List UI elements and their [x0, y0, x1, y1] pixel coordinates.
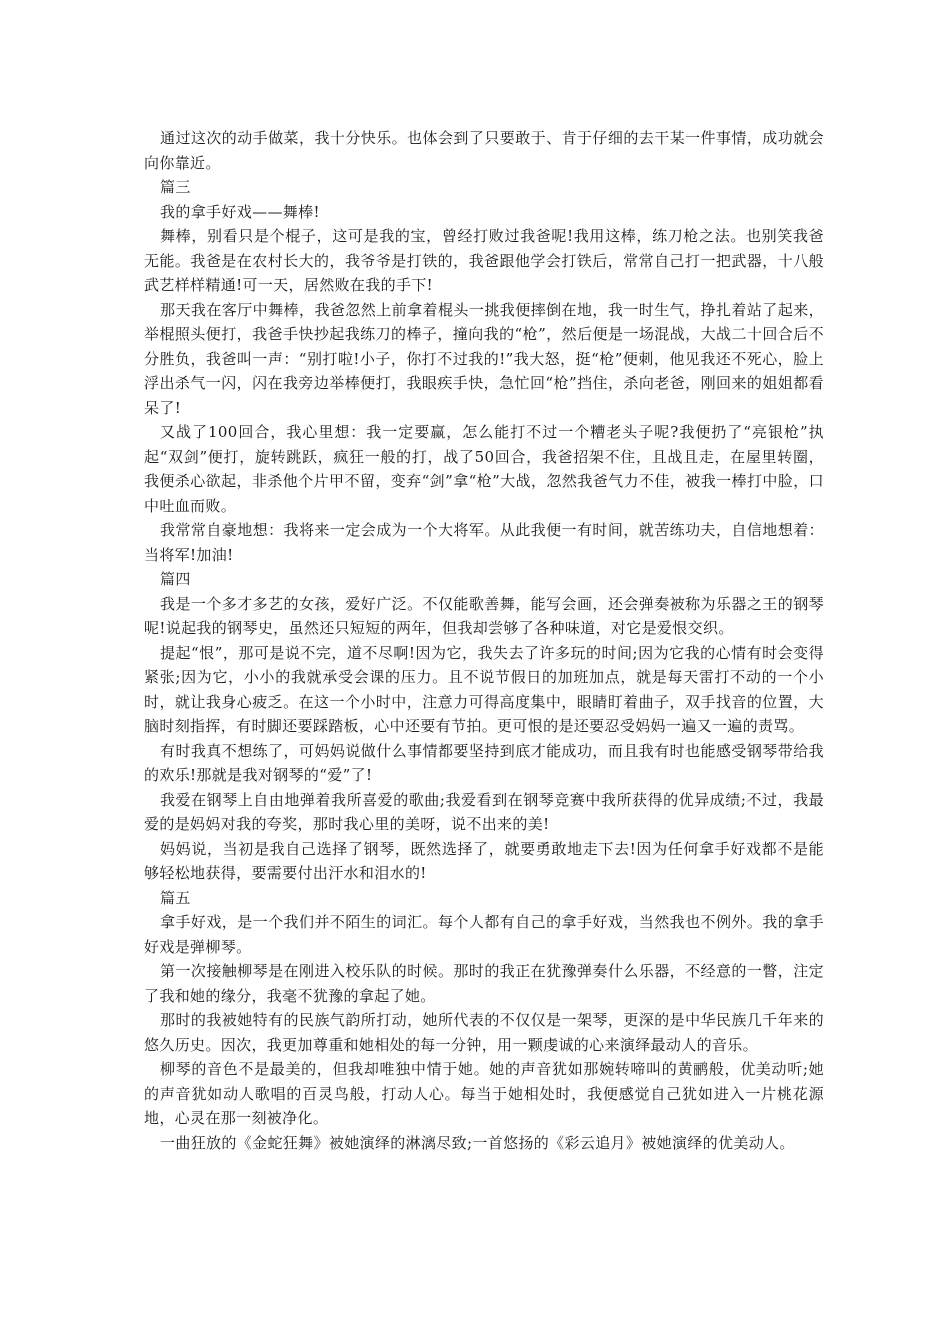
paragraph: 舞棒，别看只是个棍子，这可是我的宝，曾经打败过我爸呢!我用这棒，练刀枪之法。也别笑我爸无能。我爸是在农村长大的，我爷爷是打铁的，我爸跟他学会打铁后，常常自己打一把武器，十八般武艺样样精通!可一天，居然败在我的手下!: [144, 227, 824, 294]
paragraph: 拿手好戏，是一个我们并不陌生的词汇。每个人都有自己的拿手好戏，当然我也不例外。我的拿手好戏是弹柳琴。: [144, 913, 824, 956]
section-heading: 篇四: [160, 570, 191, 588]
paragraph: 柳琴的音色不是最美的，但我却唯独中情于她。她的声音犹如那婉转啼叫的黄鹂般，优美动听;她的声音犹如动人歌唱的百灵鸟般，打动人心。每当于她相处时，我便感觉自己犹如进入一片桃花源地，心灵在那一刻被净化。: [144, 1060, 824, 1127]
paragraph: 有时我真不想练了，可妈妈说做什么事情都要坚持到底才能成功，而且我有时也能感受钢琴带给我的欢乐!那就是我对钢琴的“爱”了!: [144, 741, 824, 784]
paragraph: 我是一个多才多艺的女孩，爱好广泛。不仅能歌善舞，能写会画，还会弹奏被称为乐器之王的钢琴呢!说起我的钢琴史，虽然还只短短的两年，但我却尝够了各种味道，对它是爱恨交织。: [144, 594, 824, 637]
paragraph: 妈妈说，当初是我自己选择了钢琴，既然选择了，就要勇敢地走下去!因为任何拿手好戏都不是能够轻松地获得，要需要付出汗水和泪水的!: [144, 839, 824, 882]
paragraph: 又战了100回合，我心里想：我一定要赢，怎么能打不过一个糟老头子呢?我便扔了“亮银枪”执起“双剑”便打，旋转跳跃，疯狂一般的打，战了50回合，我爸招架不住，且战且走，在屋里转圈，我便杀心欲起，非杀他个片甲不留，变弃“剑”拿“枪”大战，忽然我爸气力不佳，被我一棒打中脸，口中吐血而败。: [144, 423, 824, 515]
paragraph: 我爱在钢琴上自由地弹着我所喜爱的歌曲;我爱看到在钢琴竞赛中我所获得的优异成绩;不过，我最爱的是妈妈对我的夸奖，那时我心里的美呀，说不出来的美!: [144, 790, 824, 833]
paragraph: 我常常自豪地想：我将来一定会成为一个大将军。从此我便一有时间，就苦练功夫，自信地想着：当将军!加油!: [144, 521, 824, 564]
paragraph: 一曲狂放的《金蛇狂舞》被她演绎的淋漓尽致;一首悠扬的《彩云追月》被她演绎的优美动人。: [160, 1133, 795, 1152]
paragraph: 那天我在客厅中舞棒，我爸忽然上前拿着棍头一挑我便摔倒在地，我一时生气，挣扎着站了起来，举棍照头便打，我爸手快抄起我练刀的棒子，撞向我的“枪”，然后便是一场混战，大战二十回合后不分胜负，我爸叫一声：“别打啦!小子，你打不过我的!”我大怒，挺“枪”便刺，他见我还不死心，脸上浮出杀气一闪，闪在我旁边举棒便打，我眼疾手快，急忙回“枪”挡住，杀向老爸，刚回来的姐姐都看呆了!: [144, 300, 824, 417]
section-heading: 篇五: [160, 888, 191, 907]
section-heading: 我的拿手好戏——舞棒!: [160, 202, 320, 221]
paragraph: 通过这次的动手做菜，我十分快乐。也体会到了只要敢于、肯于仔细的去干某一件事情，成功就会向你靠近。: [144, 129, 824, 172]
section-heading: 篇三: [160, 178, 191, 196]
document-body: [144, 126, 824, 1155]
paragraph: 第一次接触柳琴是在刚进入校乐队的时候。那时的我正在犹豫弹奏什么乐器，不经意的一瞥，注定了我和她的缘分，我毫不犹豫的拿起了她。: [144, 962, 824, 1005]
paragraph: 那时的我被她特有的民族气韵所打动，她所代表的不仅仅是一架琴，更深的是中华民族几千年来的悠久历史。因次，我更加尊重和她相处的每一分钟，用一颗虔诚的心来演绎最动人的音乐。: [144, 1011, 824, 1054]
paragraph: 提起“恨”，那可是说不完，道不尽啊!因为它，我失去了许多玩的时间;因为它我的心情有时会变得紧张;因为它，小小的我就承受会课的压力。且不说节假日的加班加点，就是每天雷打不动的一个小时，就让我身心疲乏。在这一个小时中，注意力可得高度集中，眼睛盯着曲子，双手找音的位置，大脑时刻指挥，有时脚还要踩踏板，心中还要有节拍。更可恨的是还要忍受妈妈一遍又一遍的责骂。: [144, 643, 824, 735]
